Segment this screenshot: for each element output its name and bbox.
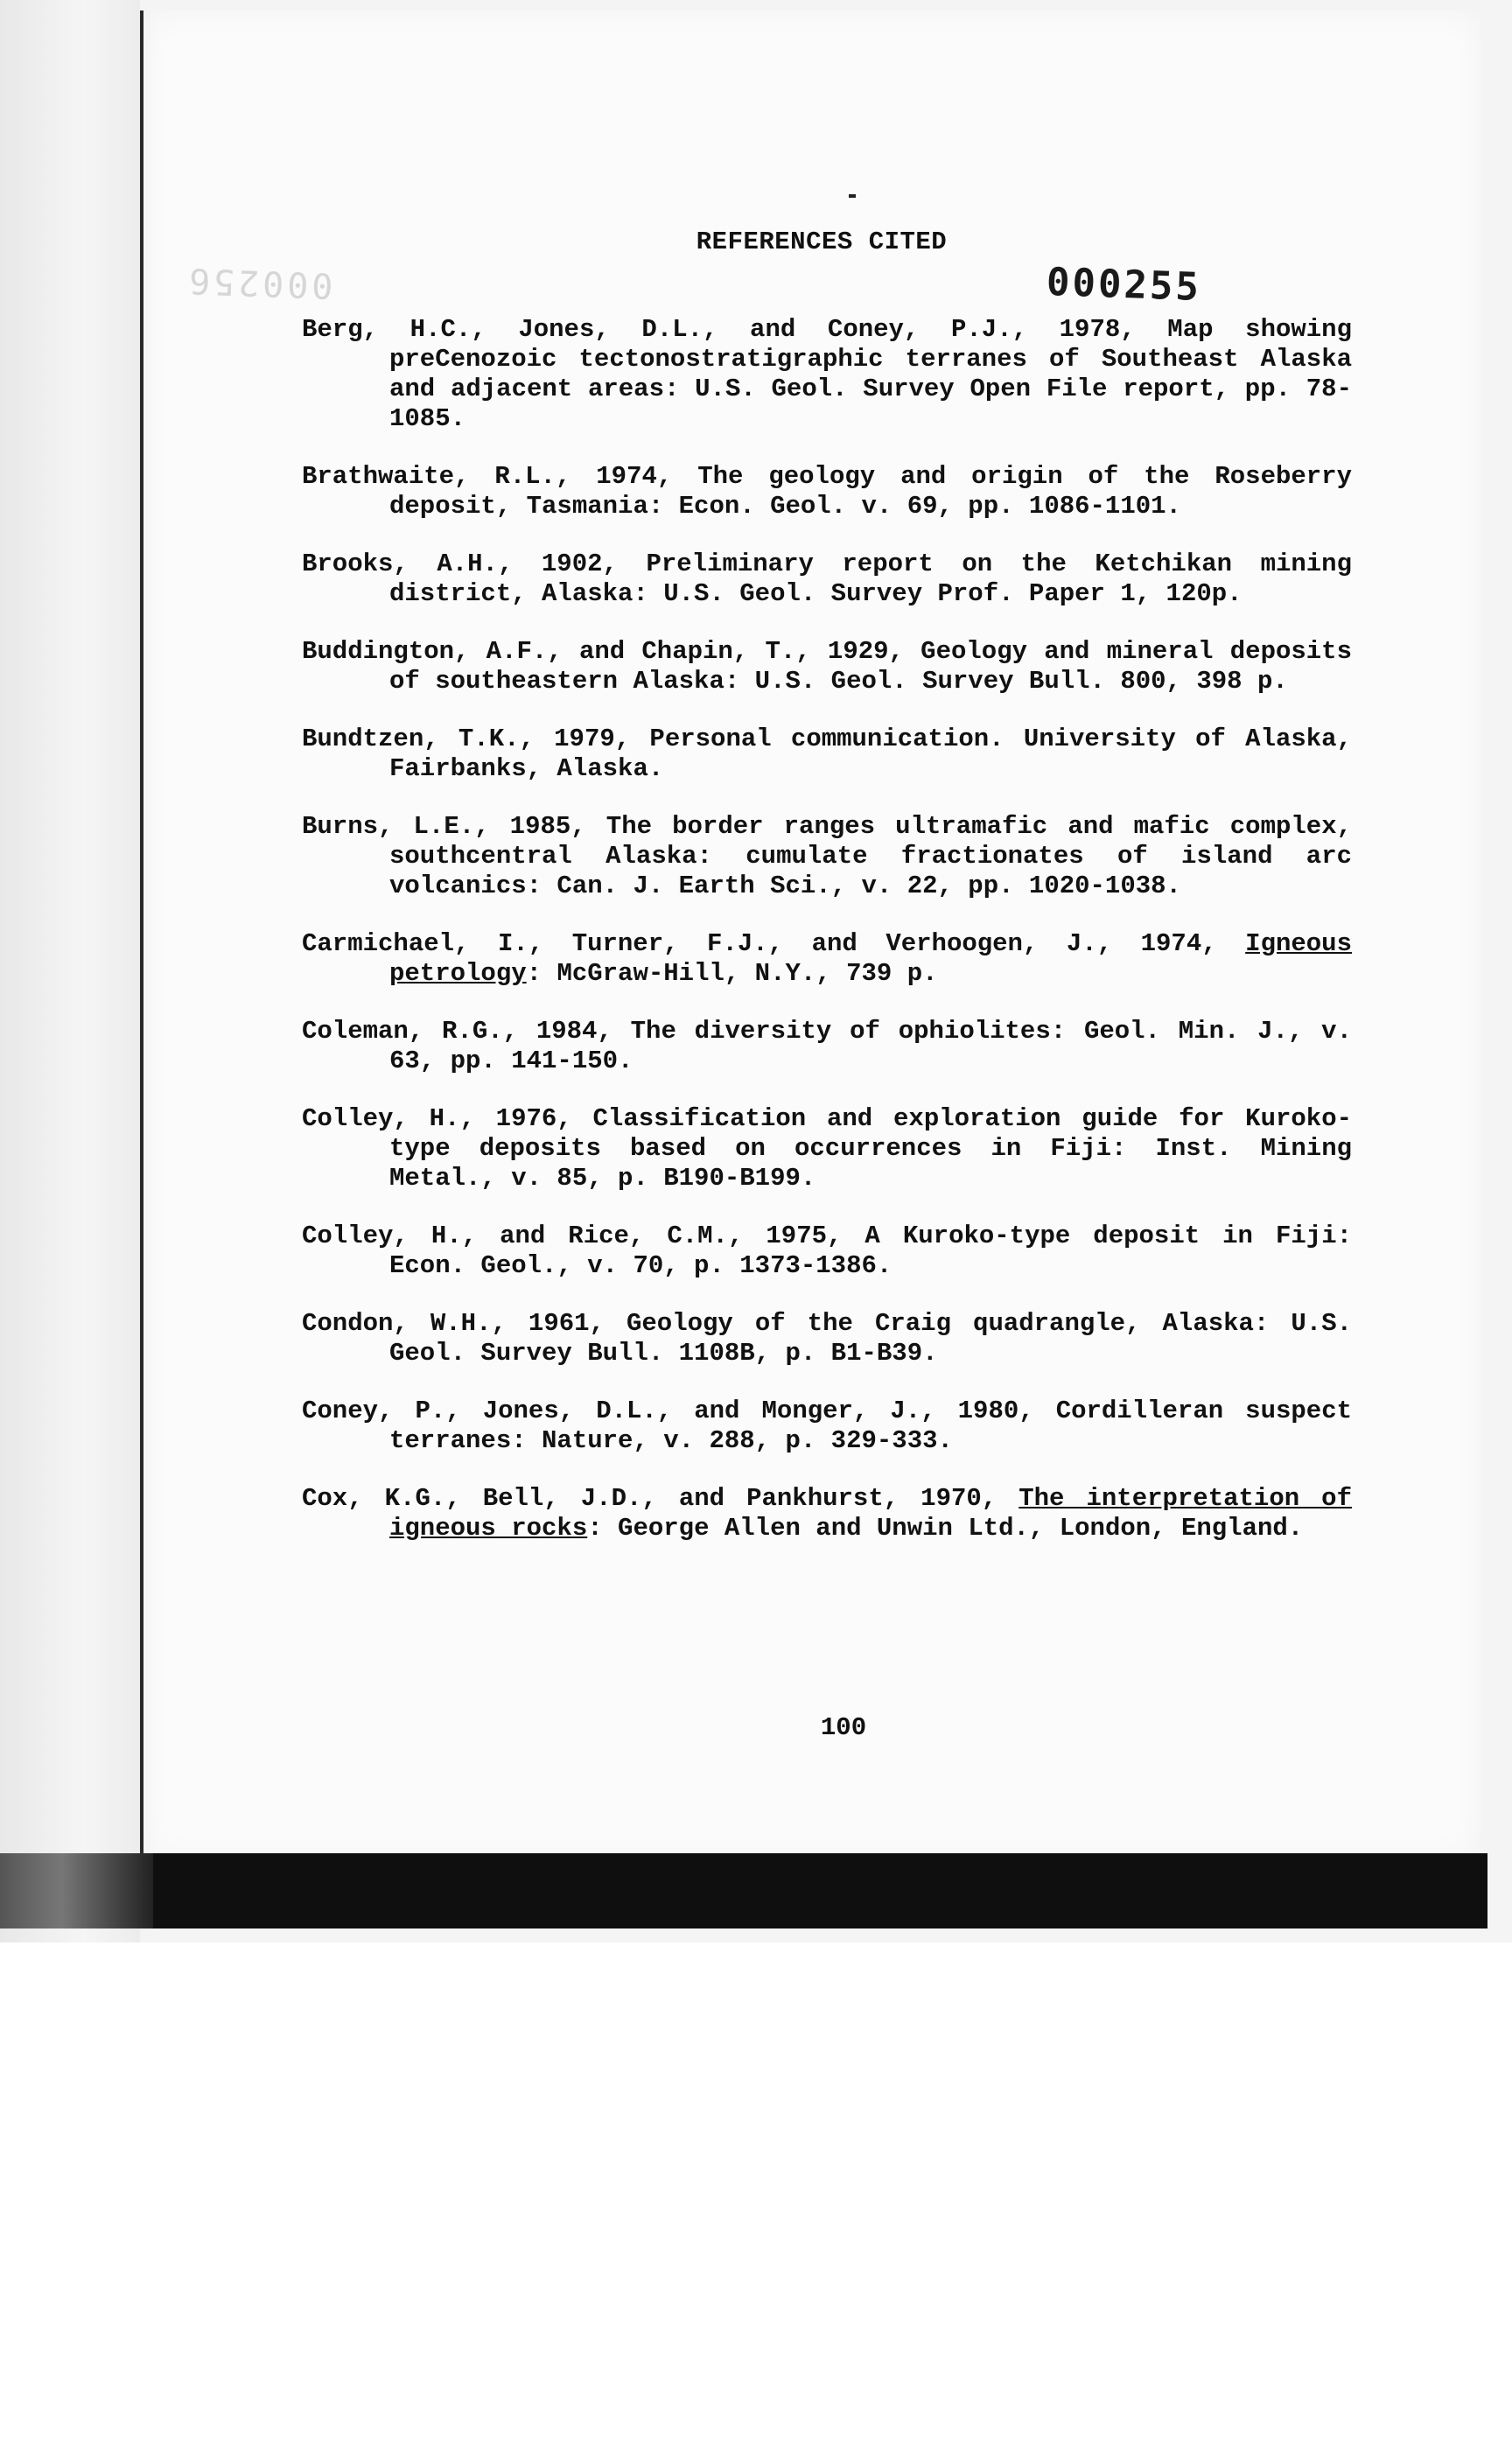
reference-entry: Cox, K.G., Bell, J.D., and Pankhurst, 1970, The interpretation of igneous rocks: George Allen and Unwin Ltd., London, England.	[302, 1484, 1352, 1543]
scan-left-margin	[0, 0, 140, 1942]
reference-entry: Colley, H., 1976, Classification and exploration guide for Kuroko-type deposits based on occurrences in Fiji: Inst. Mining Metal., v. 85, p. B190-B199.	[302, 1104, 1352, 1193]
reference-entry: Brathwaite, R.L., 1974, The geology and origin of the Roseberry deposit, Tasmania: Econ. Geol. v. 69, pp. 1086-1101.	[302, 462, 1352, 521]
page-title: REFERENCES CITED	[696, 228, 948, 256]
book-title: Igneous petrology	[389, 929, 1352, 988]
reference-entry: Berg, H.C., Jones, D.L., and Coney, P.J., 1978, Map showing preCenozoic tectonostratigraphic terranes of Southeast Alaska and adjacent areas: U.S. Geol. Survey Open File report, pp. 78-1085.	[302, 315, 1352, 433]
reference-entry: Colley, H., and Rice, C.M., 1975, A Kuroko-type deposit in Fiji: Econ. Geol., v. 70, p. 1373-1386.	[302, 1222, 1352, 1280]
reference-entry: Coney, P., Jones, D.L., and Monger, J., 1980, Cordilleran suspect terranes: Nature, v. 288, p. 329-333.	[302, 1396, 1352, 1455]
reference-entry: Brooks, A.H., 1902, Preliminary report on the Ketchikan mining district, Alaska: U.S. Geol. Survey Prof. Paper 1, 120p.	[302, 550, 1352, 608]
book-title: The interpretation of igneous rocks	[389, 1484, 1352, 1543]
reference-entry: Condon, W.H., 1961, Geology of the Craig quadrangle, Alaska: U.S. Geol. Survey Bull. 1108B, p. B1-B39.	[302, 1309, 1352, 1368]
header-mark	[849, 194, 856, 198]
reference-entry: Burns, L.E., 1985, The border ranges ultramafic and mafic complex, southcentral Alaska: cumulate fractionates of island arc volcanics: Can. J. Earth Sci., v. 22, pp. 1020-1038.	[302, 812, 1352, 900]
reference-entry: Buddington, A.F., and Chapin, T., 1929, Geology and mineral deposits of southeastern Alaska: U.S. Geol. Survey Bull. 800, 398 p.	[302, 637, 1352, 696]
scan-corner-curl	[0, 1853, 153, 1928]
page-number: 100	[820, 1713, 867, 1742]
reference-entry: Bundtzen, T.K., 1979, Personal communication. University of Alaska, Fairbanks, Alaska.	[302, 724, 1352, 783]
scan-bottom-shadow	[0, 1853, 1488, 1928]
bleed-through-stamp: 000256	[185, 260, 334, 305]
document-number-stamp: 000255	[1046, 259, 1202, 311]
references-list	[302, 315, 1352, 1572]
reference-entry: Carmichael, I., Turner, F.J., and Verhoogen, J., 1974, Igneous petrology: McGraw-Hill, N.Y., 739 p.	[302, 929, 1352, 988]
reference-entry: Coleman, R.G., 1984, The diversity of ophiolites: Geol. Min. J., v. 63, pp. 141-150.	[302, 1017, 1352, 1075]
